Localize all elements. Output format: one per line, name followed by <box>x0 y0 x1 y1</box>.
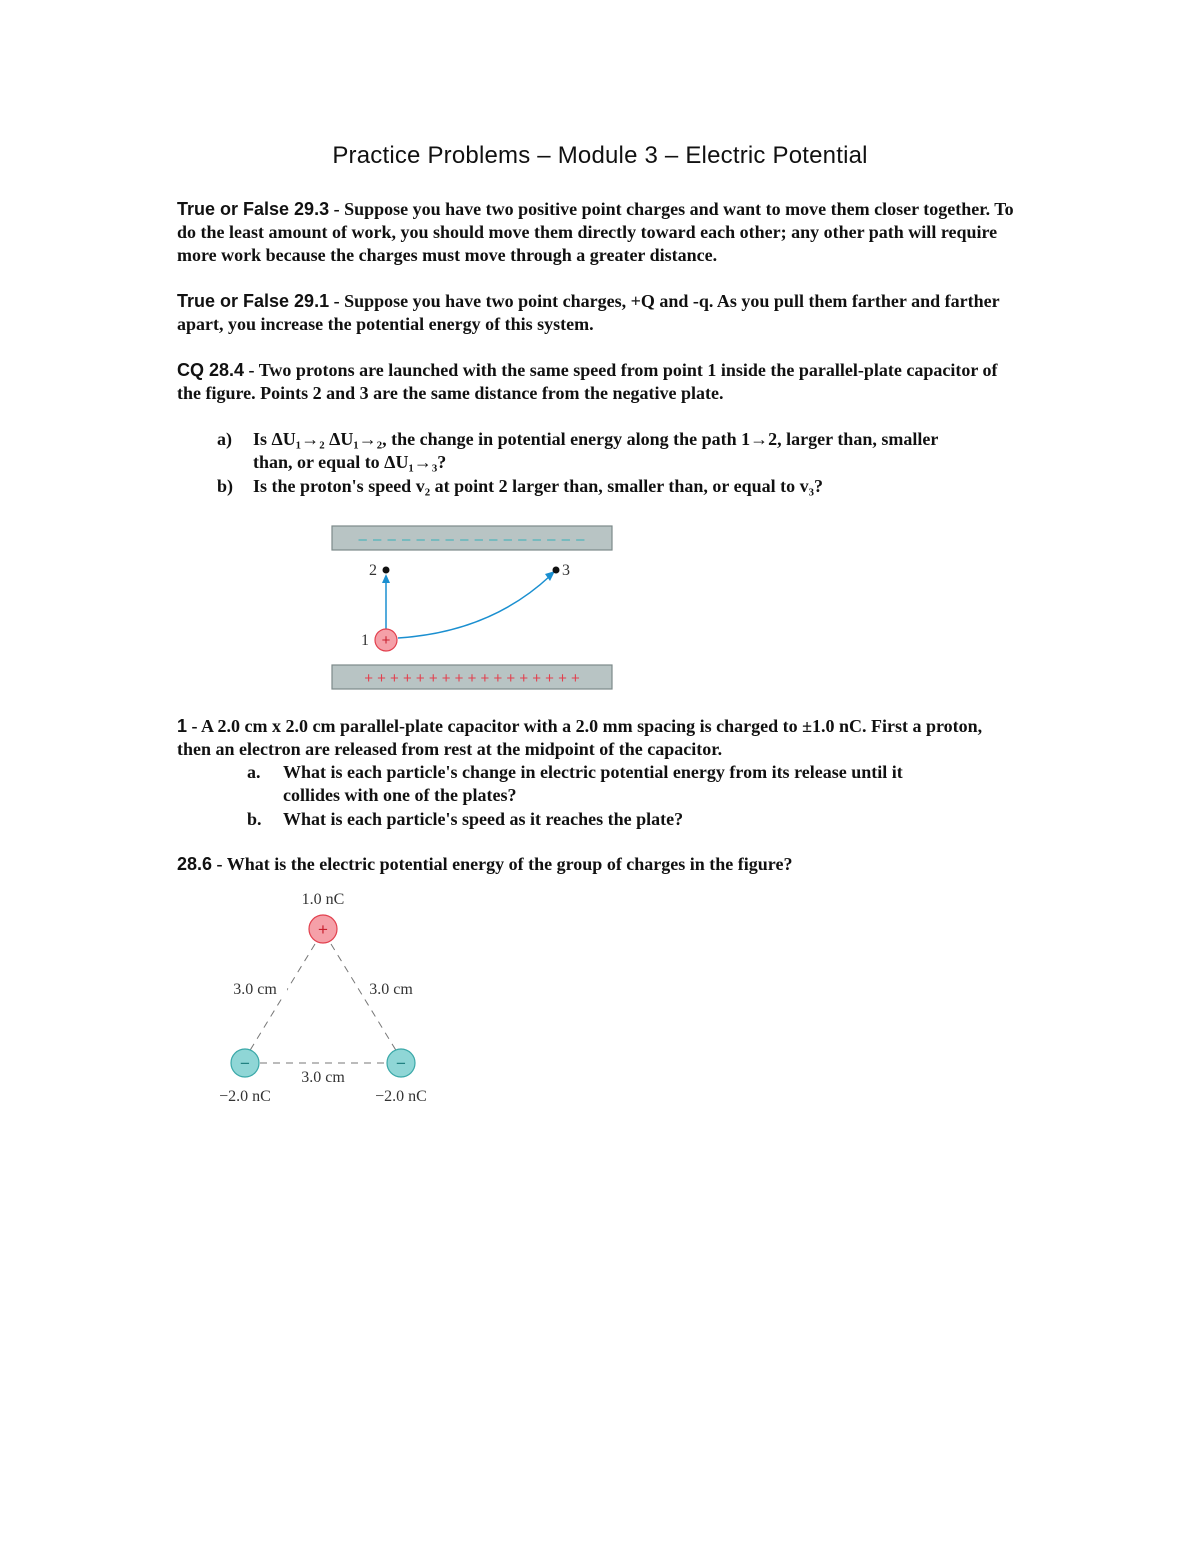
list-item-line: than, or equal to ΔU₁→₃? <box>253 452 447 472</box>
path-1-to-3 <box>398 576 550 638</box>
list-item-text <box>253 428 1013 474</box>
right-charge-label: −2.0 nC <box>375 1088 427 1105</box>
point-1-label: 1 <box>361 632 369 649</box>
plus-icon: + <box>381 632 391 649</box>
point-3-dot <box>553 567 560 574</box>
list-marker: b) <box>217 476 234 496</box>
page-title: Practice Problems – Module 3 – Electric Potential <box>332 142 868 169</box>
plus-icon: + <box>318 920 328 939</box>
side-bottom-label: 3.0 cm <box>301 1069 345 1086</box>
point-2-label: 2 <box>369 562 377 579</box>
point-3-label: 3 <box>562 562 570 579</box>
list-item <box>217 475 1017 499</box>
question-text: - A 2.0 cm x 2.0 cm parallel-plate capacitor with a 2.0 mm spacing is charged to ±1.0 nC. First a proton, then an electron are released from rest at the midpoint of the capacitor. <box>177 716 983 759</box>
list-item-line: What is each particle's change in electric potential energy from its release until it <box>283 762 903 782</box>
list-item <box>247 761 1017 809</box>
side-left-label: 3.0 cm <box>233 981 277 998</box>
top-charge-label: 1.0 nC <box>301 891 345 908</box>
minus-icon: − <box>396 1054 406 1073</box>
question-tf-29-1 <box>177 290 1017 336</box>
capacitor-figure <box>330 524 616 690</box>
left-charge-label: −2.0 nC <box>219 1088 271 1105</box>
arrowhead-icon <box>382 574 390 583</box>
question-text: - Suppose you have two positive point charges and want to move them closer together. To do the least amount of work, you should move them directly toward each other; any other path will require more work because the charges must move through a greater distance. <box>177 199 1014 265</box>
question-text: - Suppose you have two point charges, +Q and -q. As you pull them farther and farther apart, you increase the potential energy of this system. <box>177 291 1000 334</box>
question-28-6 <box>177 853 1017 876</box>
question-label: True or False 29.3 <box>177 199 330 219</box>
question-text: - What is the electric potential energy of the group of charges in the figure? <box>212 854 793 874</box>
point-2-dot <box>383 567 390 574</box>
list-marker: a) <box>217 429 232 449</box>
charges-figure <box>205 882 455 1112</box>
list-marker: b. <box>247 809 262 829</box>
question-text: - Two protons are launched with the same speed from point 1 inside the parallel-plate capacitor of the figure. Points 2 and 3 are the same distance from the negative plate. <box>177 360 998 403</box>
question-label: 28.6 <box>177 854 213 874</box>
list-item-text: Is the proton's speed v₂ at point 2 larger than, smaller than, or equal to v₃? <box>253 476 823 496</box>
list-item-line: collides with one of the plates? <box>283 785 517 805</box>
list-item-line: Is ΔU₁→₂ ΔU₁→₂, the change in potential energy along the path 1→2, larger than, smaller <box>253 429 939 449</box>
list-item-text: What is each particle's speed as it reaches the plate? <box>283 809 684 829</box>
list-item-text <box>283 761 1013 807</box>
side-right-label: 3.0 cm <box>369 981 413 998</box>
question-cq-28-4 <box>177 359 1017 405</box>
positive-plate-signs: + + + + + + + + + + + + + + + + + <box>364 670 580 687</box>
question-1 <box>177 715 1017 761</box>
list-item <box>247 808 1017 832</box>
negative-plate-signs: – – – – – – – – – – – – – – – – <box>358 531 586 548</box>
question-label: 1 <box>177 716 188 736</box>
question-tf-29-3 <box>177 198 1017 267</box>
question-label: CQ 28.4 <box>177 360 245 380</box>
list-item <box>217 428 1017 476</box>
minus-icon: − <box>240 1054 250 1073</box>
list-marker: a. <box>247 762 261 782</box>
question-label: True or False 29.1 <box>177 291 330 311</box>
